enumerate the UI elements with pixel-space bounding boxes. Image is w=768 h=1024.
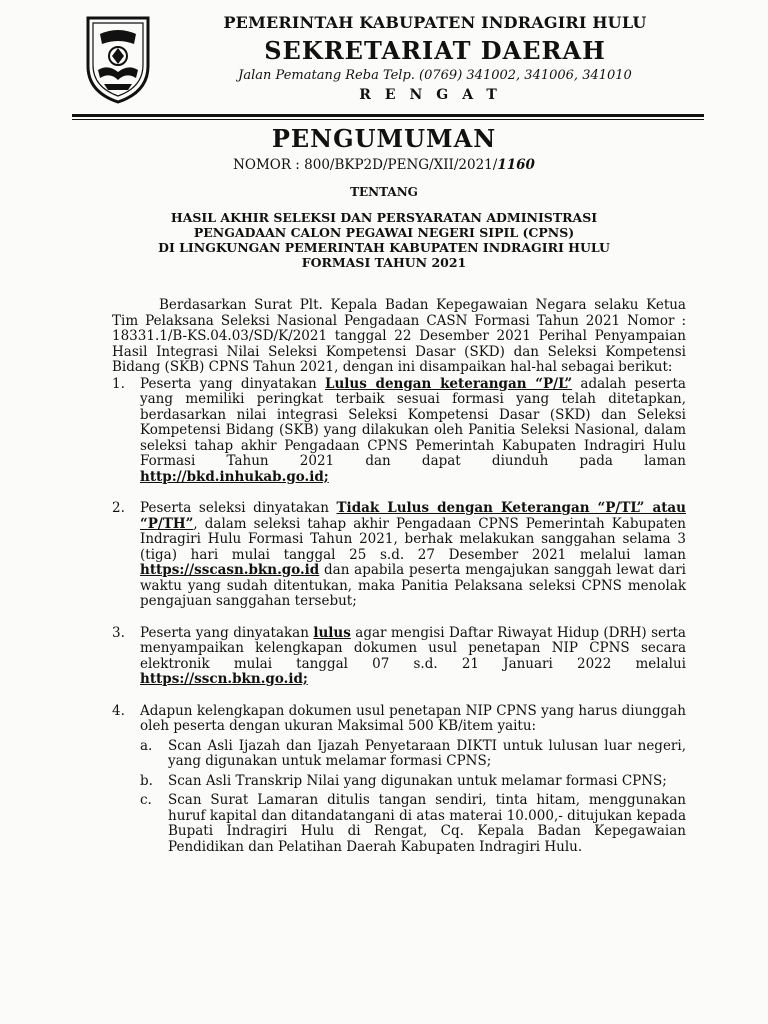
sub-item-letter: c. <box>140 792 152 808</box>
list-item-2 <box>112 501 686 610</box>
list-item-text: Peserta yang dinyatakan <box>140 375 325 392</box>
bkd-website-link[interactable]: http://bkd.inhukab.go.id; <box>140 468 329 485</box>
subject-heading <box>100 210 668 270</box>
list-item-text: adalah peserta yang memiliki peringkat terbaik sesuai formasi yang telah ditetapkan, berdasarkan nilai integrasi Seleksi Kompetensi Dasar (SKD) dan Seleksi Kompetensi Bidang (SKB) yang dilakukan oleh Panitia Seleksi Nasional, dalam seleksi tahap akhir Pengadaan CPNS Pemerintah Kabupaten Indragiri Hulu Formasi Tahun 2021 dan dapat diunduh pada laman <box>140 375 686 469</box>
document-title: PENGUMUMAN <box>271 124 497 153</box>
list-item-number: 3. <box>112 624 125 641</box>
intro-paragraph: Berdasarkan Surat Plt. Kepala Badan Kepegawaian Negara selaku Ketua Tim Pelaksana Seleksi Nasional Pengadaan CASN Formasi Tahun 2021 Nomor : 18331.1/B-KS.04.03/SD/K/2021 tanggal 22 Desember 2021 Perihal Penyampaian Hasil Integrasi Nilai Seleksi Kompetensi Dasar (SKD) dan Seleksi Kompetensi Bidang (SKB) CPNS Tahun 2021, dengan ini disampaikan hal-hal sebagai berikut: <box>112 297 686 375</box>
sub-item-b <box>140 774 686 790</box>
sub-item-letter: b. <box>140 772 153 789</box>
document-number-handwritten: 1160 <box>497 157 535 173</box>
subject-line: DI LINGKUNGAN PEMERINTAH KABUPATEN INDRAGIRI HULU <box>158 240 610 255</box>
header-city: RENGAT <box>359 87 511 103</box>
subject-line: PENGADAAN CALON PEGAWAI NEGERI SIPIL (CPNS) <box>193 225 575 240</box>
document-number-prefix: NOMOR : 800/BKP2D/PENG/XII/2021/ <box>233 157 498 173</box>
list-item-number: 4. <box>112 702 125 719</box>
document-number <box>0 157 768 173</box>
status-tidak-lulus-label: Tidak Lulus dengan Keterangan “P/TL” atau “P/TH” <box>140 500 686 532</box>
status-lulus-label: Lulus dengan keterangan “P/L” <box>324 375 573 392</box>
list-item-3 <box>112 626 686 688</box>
sub-item-text: Scan Asli Transkrip Nilai yang digunakan untuk melamar formasi CPNS; <box>168 772 667 789</box>
list-item-text: , dalam seleksi tahap akhir Pengadaan CPNS Pemerintah Kabupaten Indragiri Hulu Formasi Tahun 2021, berhak melakukan sanggahan selama 3 (tiga) hari mulai tanggal 25 s.d. 27 Desember 2021 melalui laman <box>140 515 686 563</box>
header-address: Jalan Pematang Reba Telp. (0769) 341002, 341006, 341010 <box>238 68 632 83</box>
status-lulus-word: lulus <box>313 624 351 641</box>
list-item-text: agar mengisi Daftar Riwayat Hidup (DRH) serta menyampaikan kelengkapan dokumen usul penetapan NIP CPNS secara elektronik mulai tanggal 07 s.d. 21 Januari 2022 melalui <box>140 624 686 672</box>
list-item-text: Peserta seleksi dinyatakan <box>140 500 337 516</box>
regency-emblem-icon <box>82 14 154 104</box>
document-body <box>112 298 686 871</box>
list-item-number: 2. <box>112 500 125 516</box>
list-item-text: Adapun kelengkapan dokumen usul penetapan NIP CPNS yang harus diunggah oleh peserta dengan ukuran Maksimal 500 KB/item yaitu: <box>140 702 686 734</box>
header-office-name: SEKRETARIAT DAERAH <box>264 36 606 65</box>
list-item-number: 1. <box>112 375 125 392</box>
sub-item-text: Scan Surat Lamaran ditulis tangan sendiri, tinta hitam, menggunakan huruf kapital dan ditandatangani di atas materai 10.000,- ditujukan kepada Bupati Indragiri Hulu di Rengat, Cq. Kepala Badan Kepegawaian Pendidikan dan Pelatihan Daerah Kabupaten Indragiri Hulu. <box>168 792 686 855</box>
sscasn-website-link[interactable]: https://sscasn.bkn.go.id <box>140 562 320 578</box>
list-item-4 <box>112 704 686 856</box>
sub-item-letter: a. <box>140 737 153 754</box>
list-item-text: dan apabila peserta mengajukan sanggah lewat dari waktu yang sudah ditentukan, maka Panitia Pelaksana seleksi CPNS menolak pengajuan sanggahan tersebut; <box>140 562 686 609</box>
header-rule-thick <box>72 114 704 117</box>
header-government-name: PEMERINTAH KABUPATEN INDRAGIRI HULU <box>223 13 647 32</box>
list-item-1 <box>112 377 686 486</box>
header-rule-thin <box>72 119 704 120</box>
subject-line: FORMASI TAHUN 2021 <box>301 255 467 270</box>
sscn-website-link[interactable]: https://sscn.bkn.go.id; <box>140 671 308 687</box>
sub-item-c <box>140 793 686 855</box>
sub-item-a <box>140 739 686 770</box>
sub-item-text: Scan Asli Ijazah dan Ijazah Penyetaraan DIKTI untuk lulusan luar negeri, yang digunakan untuk melamar formasi CPNS; <box>168 737 686 769</box>
list-item-text: Peserta yang dinyatakan <box>140 624 314 641</box>
tentang-label: TENTANG <box>350 185 418 199</box>
subject-line: HASIL AKHIR SELEKSI DAN PERSYARATAN ADMINISTRASI <box>170 210 598 225</box>
